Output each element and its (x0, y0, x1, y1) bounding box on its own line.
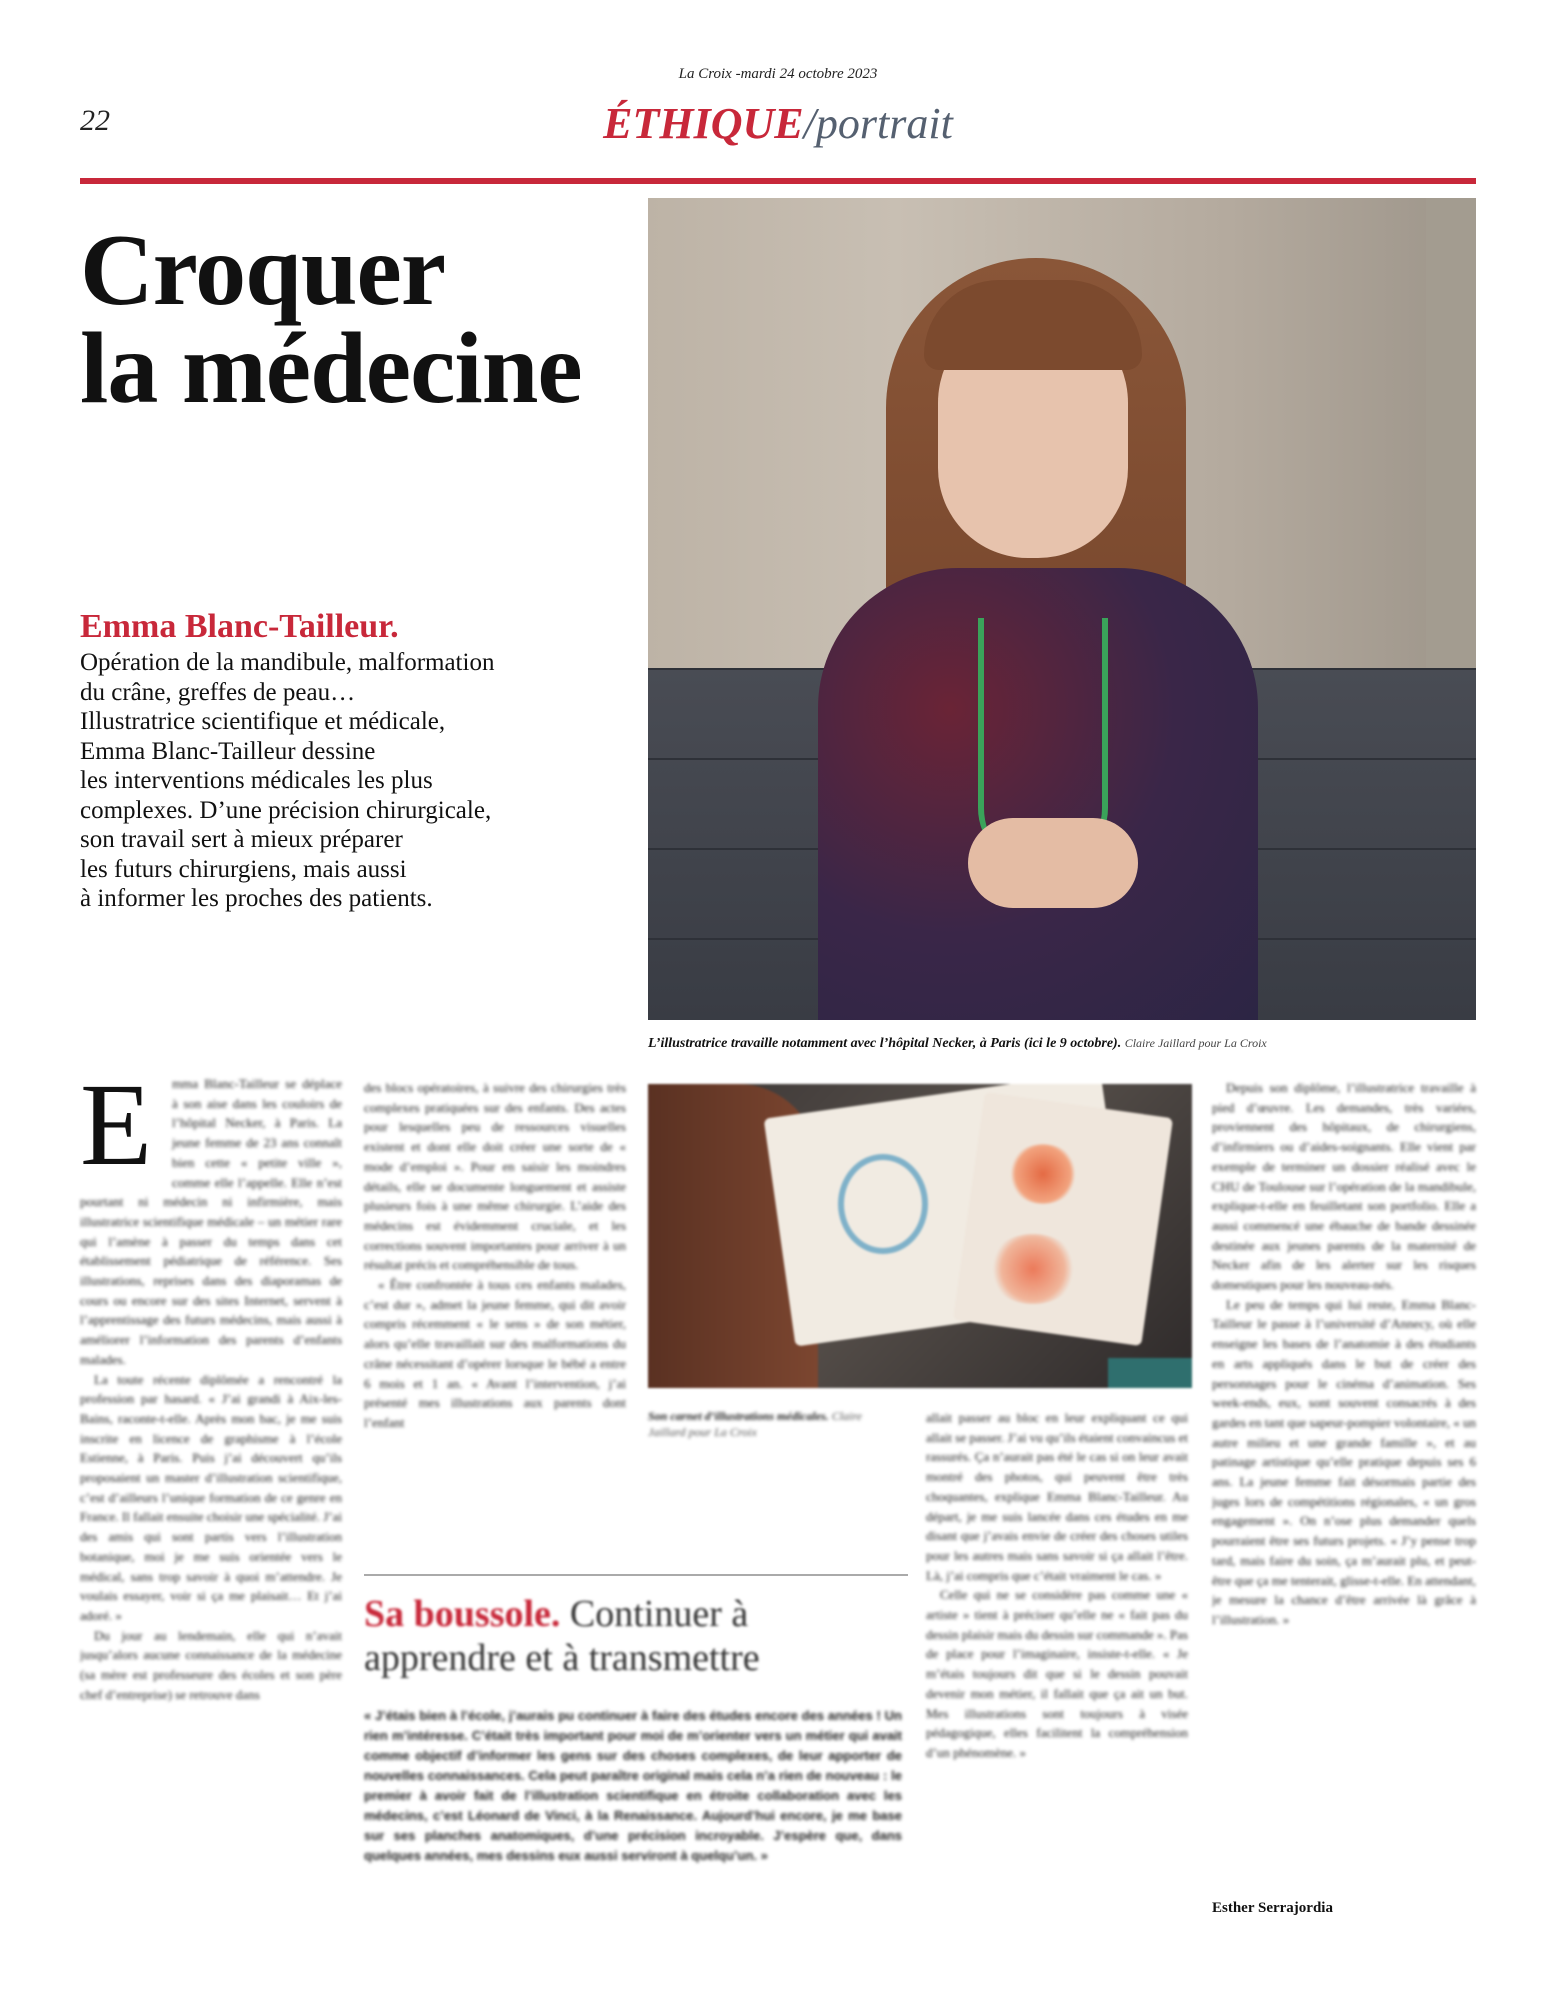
headline-line-1: Croquer (80, 214, 446, 327)
page-number: 22 (80, 104, 110, 137)
photo-caption-text: L’illustratrice travaille notamment avec l’hôpital Necker, à Paris (ici le 9 octobre). (648, 1036, 1122, 1051)
publication-line: La Croix -mardi 24 octobre 2023 (678, 66, 878, 82)
author-signature: Esther Serrajordia (1212, 1900, 1333, 1916)
boussole-quote: « J’étais bien à l’école, j’aurais pu continuer à faire des études encore des années ! Un rien m’intéresse. C’était très important pour moi de m’orienter vers un métier qui avait comme objectif d’informer les gens sur des choses complexes, de leur apporter de nouvelles connaissances. Cela peut paraître original mais cela n’a rien de nouveau : le premier à avoir fait de l’illustration scientifique en étroite collaboration avec les médecins, c’est Léonard de Vinci, à la Renaissance. Aujourd’hui encore, je me base sur ses planches anatomiques, d’une précision incroyable. J’espère que, dans quelques années, mes dessins eux aussi serviront à quelqu’un. » (364, 1708, 902, 1863)
paragraph: Du jour au lendemain, elle qui n’avait jusqu’alors aucune connaissance de la médecine (sa mère est professeure des écoles et son père chef d’entreprise) se retrouve dans (80, 1627, 342, 1702)
sketchbook-caption (648, 1408, 888, 1440)
chapo-line: les futurs chirurgiens, mais aussi (80, 855, 407, 883)
chapo-line: du crâne, greffes de peau… (80, 678, 356, 706)
header-rule (80, 178, 1476, 184)
paragraph: « Être confrontée à tous ces enfants malades, c’est dur », admet la jeune femme, qui dit avoir compris récemment « le sens » de son métier, alors qu’elle travaillait sur des malformations du crâne nécessitant d’opérer lorsque le bébé a entre 6 mois et 1 an. « Avant l’intervention, j’ai présenté mes illustrations aux parents dont l’enfant (364, 1277, 626, 1430)
photo-hands (968, 818, 1138, 908)
paragraph: allait passer au bloc en leur expliquant ce qui allait se passer. J’ai vu qu’ils étaient convaincus et rassurés. Ça n’aurait pas été le cas si on leur avait montré des photos, qui peuvent être très choquantes, explique Emma Blanc-Tailleur. Au départ, je me suis lancée dans ces études en me disant que j’avais envie de créer des choses utiles pour les autres mais sans savoir si ça allait l’être. Là, j’ai compris que c’était vraiment le cas. » (926, 1410, 1188, 1583)
headline (80, 214, 640, 425)
photo-pillar (1426, 198, 1476, 668)
drop-cap-space (80, 1074, 172, 1190)
sketchbook-page-right (953, 1092, 1173, 1346)
article-column-2 (364, 1078, 626, 1576)
boussole-divider (364, 1574, 908, 1576)
article-column-4 (1212, 1078, 1476, 1900)
sketch-drawing (1008, 1144, 1078, 1204)
paragraph: mma Blanc-Tailleur se déplace à son aise dans les couloirs de l’hôpital Necker, à Paris. La jeune femme de 23 ans connaît bien cette « petite ville », comme elle l’appelle. Elle n’est pourtant ni médecin ni infirmière, mais illustratrice scientifique médicale – un métier rare qui l’amène à passer du temps dans cet établissement pédiatrique de référence. Ses illustrations, reprises dans des diaporamas de cours ou encore sur des sites Internet, servent à l’apprentissage des futurs médecins, mais aussi à améliorer l’information des parents d’enfants malades. (80, 1076, 342, 1367)
photo-credit: Claire Jaillard pour La Croix (1124, 1036, 1267, 1050)
photo-caption (648, 1036, 1478, 1052)
chapo-line: complexes. D’une précision chirurgicale, (80, 796, 492, 824)
boussole-heading (364, 1592, 908, 1680)
paragraph: des blocs opératoires, à suivre des chirurgies très complexes pratiquées sur des enfants. Des actes pour lesquelles peu de ressources visuelles existent et dont elle doit créer une sorte de « mode d’emploi ». Pour en saisir les moindres détails, elle se documente longuement et assiste plusieurs fois à une même chirurgie. L’aide des médecins est évidemment cruciale, et les corrections souvent importantes pour arriver à un résultat précis et compréhensible de tous. (364, 1080, 626, 1273)
article-column-3 (926, 1408, 1188, 1920)
boussole-text: Continuer à apprendre et à transmettre (364, 1593, 760, 1679)
chapo-line: Opération de la mandibule, malformation (80, 649, 495, 676)
article-column-1 (80, 1074, 342, 1920)
photo-bangs (924, 280, 1142, 370)
chapo-line: Illustratrice scientifique et médicale, (80, 708, 446, 735)
chapo (80, 648, 640, 914)
paragraph: Celle qui ne se considère pas comme une « artiste » tient à préciser qu’elle ne « fait pas du dessin plaisir mais du dessin sur commande ». Pas de place pour l’imaginaire, insiste-t-elle. « Je m’étais toujours dit que si le dessin pouvait devenir mon métier, il fallait que ça ait un but. Mes illustrations sont toujours à visée pédagogique, elles facilitent la compréhension d’un phénomène. » (926, 1587, 1188, 1760)
boussole-label: Sa boussole. (364, 1593, 561, 1635)
chapo-line: les interventions médicales les plus (80, 767, 433, 794)
section-rubric (0, 98, 1556, 149)
chapo-line: son travail sert à mieux préparer (80, 826, 403, 853)
rubric-sub: /portrait (803, 99, 953, 148)
drop-cap: E (80, 1059, 153, 1190)
sketch-drawing (988, 1234, 1078, 1304)
sketchbook-caption-text: Son carnet d’illustrations médicales. (648, 1409, 829, 1423)
paragraph: Le peu de temps qui lui reste, Emma Blanc-Tailleur le passe à l’université d’Annecy, où elle enseigne les bases de l’anatomie à des étudiants en arts appliqués dans le but de créer des personnages pour le cinéma d’animation. Ses week-ends, eux, sont souvent consacrés à des gardes en tant que sapeur-pompier volontaire, « un autre milieu et une grande famille », et au patinage artistique qu’elle pratique depuis ses 6 ans. La jeune femme fait désormais partie des juges lors de compétitions régionales, « un gros engagement ». On n’ose plus demander quels pourraient être ses futurs projets. « J’y pense trop tard, mais faire du soin, ça m’aurait plu, et peut-être que ça me tenterait, glisse-t-elle. En attendant, je mesure la chance d’être arrivée là grâce à l’illustration. » (1212, 1296, 1476, 1627)
rubric-main: ÉTHIQUE (603, 99, 804, 148)
paragraph: La toute récente diplômée a rencontré la profession par hasard. « J’ai grandi à Aix-les-Bains, raconte-t-elle. Après mon bac, je me suis inscrite en licence de graphisme à l’école Estienne, à Paris. Puis j’ai découvert qu’ils proposaient un master d’illustration scientifique, c’est d’ailleurs l’unique formation de ce genre en France. Il fallait ensuite choisir une spécialité. J’ai des amis qui sont partis vers l’illustration botanique, moi je me suis orientée vers le médical, sans trop savoir à quoi m’attendre. Je voulais essayer, voir si ça me plaisait… Et j’ai adoré. » (80, 1371, 342, 1623)
portrait-photo (648, 198, 1476, 1020)
paragraph: Depuis son diplôme, l’illustratrice travaille à pied d’œuvre. Les demandes, très variées, proviennent des hôpitaux, de chirurgiens, d’infirmiers ou d’aides-soignants. Elle vient par exemple de terminer un dossier réalisé avec le CHU de Toulouse sur l’opération de la mandibule, explique-t-elle en feuilletant son portfolio. Elle a aussi commencé une ébauche de bande dessinée destinée aux jeunes parents de la maternité de Necker afin de les alerter sur les risques domestiques pour les nouveau-nés. (1212, 1080, 1476, 1293)
chapo-line: Emma Blanc-Tailleur dessine (80, 737, 376, 765)
chapo-name: Emma Blanc-Tailleur. (80, 608, 399, 645)
sketchbook-credit: Claire Jaillard pour La Croix (648, 1409, 862, 1439)
chapo-line: à informer les proches des patients. (80, 885, 433, 912)
sketchbook-photo (648, 1084, 1192, 1388)
sketch-photo-bench (1108, 1358, 1192, 1388)
sketch-drawing (838, 1154, 928, 1254)
headline-line-2: la médecine (80, 312, 582, 425)
